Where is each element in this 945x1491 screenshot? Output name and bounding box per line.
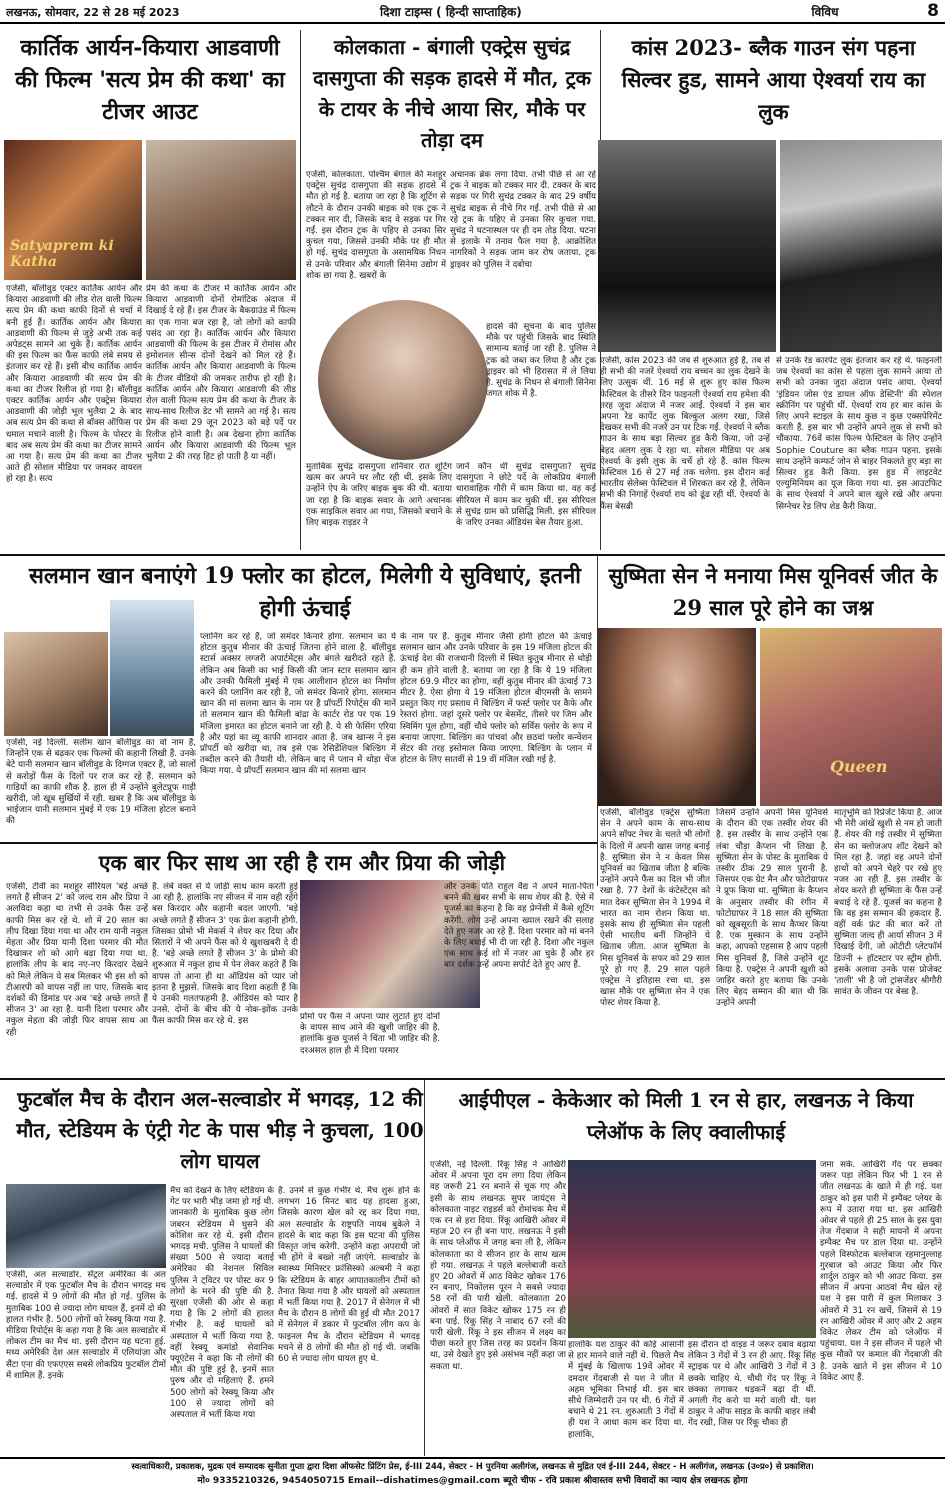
- football-stampede-photo: [6, 1184, 166, 1268]
- suchandra-body-bottom2: जानें कौन थीं सुचंद्र दासगुप्ता? सुचंद्र दासगुप्ता ने छोटे पर्दे के लोकप्रिय बंगाली धारावाहिक गौरी में काम किया था. वह कई सीरियल में काम कर चुकी थीं. इस सीरियल से सुचंद्र ग्राम को प्रसिद्धि मिली. इस सीरियल के जरिए उनका ऑडियंस बेस तैयार हुआ.: [456, 462, 596, 529]
- section-divider: [0, 842, 597, 844]
- ram-priya-body-col1: एजेंसी, टीवी का मशहूर सीरियल 'बड़े अच्छे लगते हैं सीजन 2' को जल्द राम और प्रिया ने अलविदा कहा था तभी से उनके फैंस उन्हें काफी मिस कर रहे थे. शो में 20 साल का लीप दिखा दिया गया था और राम यानी नकुल मेहता और प्रिया यानी दिशा परमार की मौत दिखाकर शो को आगे बढ़ा दिया गया था. हालांकि लीप के बाद नए-नए किरदार देखने को मिले लेकिन ये सब मिलकर भी इस शो को टीआरपी को वापस नहीं ला पाए. जिसके बाद दर्शकों की डिमांड पर अब 'बड़े अच्छे लगते हैं सीजन 3' आ रहा है. यानी दिशा परमार और नकुल मेहता की जोड़ी फिर वापस साथ आ रही: [6, 882, 148, 1038]
- salman-photo: [4, 632, 108, 736]
- ipl-players-photo: [568, 1160, 816, 1338]
- ram-priya-headline: एक बार फिर साथ आ रही है राम और प्रिया की जोड़ी: [98, 850, 506, 875]
- sushmita-headline: सुष्मिता सेन ने मनाया मिस यूनिवर्स जीत के 29 साल पूरे होने का जश्न: [608, 563, 938, 620]
- sushmita-body-col3: मातृभूमि को रिप्रेजेंट किया है. आज भी मेरी आंखें खुशी से नम हो जाती हैं. शेयर की गई तस्वीर में सुष्मिता सेन का क्लोजअप शॉट देखने को मिल रहा है. जहां वह अपने दोनों हाथों को अपने चेहरे पर रखे हुए नजर आ रही हैं. इस तस्वीर के शेयर करते ही सुष्मिता के फैंस उन्हें बधाई दे रहे हैं. यूजर्स का कहना है कि वह इस सम्मान की हकदार हैं. वहीं वर्क फ्रंट की बात करें तो सुष्मिता जल्द ही आर्या सीजन 3 में दिखाई देंगी, जो ओटीटी प्लेटफॉर्म डिज्नी + हॉटस्टार पर स्ट्रीम होगी. इसके अलावा उनके पास प्रोजेक्ट 'ताली' भी है जो ट्रांसजेंडर श्रीगौरी सावंत के जीवन पर बेस्ड है.: [834, 808, 942, 998]
- aishwarya-headline: कांस 2023- ब्लैक गाउन संग पहना सिल्वर हुड, सामने आया ऐश्वर्या राय का लुक: [621, 35, 926, 124]
- sushmita-sash-text: Queen: [830, 757, 888, 776]
- aishwarya-body-col1: एजेंसी, कांस 2023 की जब से शुरुआत हुई है, तब से ही सभी की नजरें ऐश्वर्या राय बच्चन का लुक देखने के लिए उत्सुक थीं. 16 मई से शुरू हुए कांस फिल्म फेस्टिवल के तीसरे दिन फाइनली ऐश्वर्या राय हमेशा की तरह जुदा अंदाज में नजर आईं. ऐश्वर्या ने इस बार अपना रेड कार्पेट लुक बिल्कुल अलग रखा, जिसे देखकर सभी की नजरें उन पर टिक गईं. ऐश्वर्या ने ब्लैक गाउन के साथ बड़ा सिल्वर हुड कैरी किया, जो उन्हें बेहद अलग लुक दे रहा था. सोशल मीडिया पर अब ऐश्वर्या के इसी लुक के चर्चे हो रहे हैं. कांस फिल्म फेस्टिवल 16 से 27 मई तक चलेगा. इस दौरान कई भारतीय सेलेब्स फेस्टिवल में शिरकत कर रहे हैं, लेकिन सभी की निगाहें ऐश्वर्या राय को ढूंढ रही थीं. ऐश्वर्या के फैंस बेसब्री: [600, 356, 770, 512]
- column-rule: [300, 30, 301, 550]
- sushmita-photo-crowning: [760, 628, 942, 806]
- kartik-still-image: [146, 140, 296, 280]
- section-name: विविध: [811, 5, 839, 19]
- imprint-line: स्वत्वाधिकारी, प्रकाशक, मुद्रक एवं सम्पादक सुनीता गुप्ता द्वारा दिशा ऑफसेट प्रिंटिंग प्रेस, ई-III 244, सेक्टर - H पुरनिया अलीगंज, लखनऊ से मुद्रित एवं ई-III 244, सेक्टर - H अलीगंज, लखनऊ (उ०प्र०) से प्रकाशित।: [131, 1461, 814, 1471]
- masthead: [0, 0, 945, 24]
- salman-body-col2: प्लानिंग कर रहे हैं, जो समंदर किनारे होगा. सलमान का ये होटल कुतुब मीनार की ऊंचाई जितना होने वाला है. बॉलीवुड स्टार्स अक्सर लग्जरी अपार्टमेंट्स और बंगले खरीदते रहते हैं. लेकिन अब किसी का भाई किसी की जान स्टार सलमान खान और उनकी फैमिली मुंबई में एक आलीशान होटल का निर्माण करने की प्लानिंग कर रही है, जो समंदर किनारे होगा. सलमान खान की मां सलमा खान के नाम पर है प्रॉपर्टी रिपोर्ट्स की मानें तो सलमान खान की फैमिली बांद्रा के कार्टर रोड पर एक 19 मंजिला इमारत का होटल बनाने जा रही है. ये सी फेसिंग एरिया है और यहां का व्यू काफी शानदार आता है. जब खान्स ने इस प्रॉपर्टी को खरीदा था, तब इसे एक रेसिडेंशियल बिल्डिंग में तब्दील करने की तैयारी थी. लेकिन बाद में प्लान में थोड़ा चेंज किया गया. ये प्रॉपर्टी सलमान खान की मां सलमा खान: [200, 632, 396, 777]
- kartik-headline: कार्तिक आर्यन-कियारा आडवाणी की फिल्म 'सत्य प्रेम की कथा' का टीजर आउट: [15, 35, 285, 125]
- aishwarya-photo-right: [780, 140, 942, 352]
- suchandra-photo: [318, 300, 488, 460]
- ram-priya-body-col2: है. लंबे वक्त से ये जोड़ी साथ काम करती हुई आ रही है. हालांकि नए सीजन में नाम वही रहेंगे बस किरदार और कहानी बदल जाएगी. 'बड़े अच्छे लगते हैं सीजन 3' एक फ्रेश कहानी होगी. जिसका प्रोमो भी मेकर्स ने शेयर कर दिया और सितारों ने भी अपने फैंस को ये खुशखबरी दे दी है. 'बड़े अच्छे लगते हैं सीजन 3' के प्रोमो की शुरुआत में नकुल हाथ में पेन लेकर कहते हैं कि वापस तो आना ही था ऑडियंस को प्यार जो इतना है मुझसे. जिसके बाद दिशा कहती हैं कि ये उनकी गलतफहमी है. ऑडियंस को प्यार है उनसे. दोनों के बीच की ये नोक-झोंक उनके फैंस काफी मिस कर रहे थे. इस: [152, 882, 298, 1027]
- ipl-body-col4: जमा सके. आखिरी गेंद पर छक्का जरूर पड़ा लेकिन फिर भी 1 रन से जीत लखनऊ के खाते में ही गई. यश ठाकुर को इस पारी में इम्पैक्ट प्लेयर के रूप में उतारा गया था. इस आखिरी ओवर से पहले ही 25 साल के इस युवा तेज गेंदबाज ने सही मायनों में अपना इम्पैक्ट मैच पर डाल दिया था. उन्होंने पहले विस्फोटक बल्लेबाज रहमानुल्लाह गुरबाज को आउट किया और फिर शार्दुल ठाकुर को भी आउट किया. इस सीजन में अपना आठवां मैच खेल रहे यश ने इस पारी में कुल मिलाकर 3 ओवरों में 31 रन खर्चे, जिसमें से 19 रन आखिरी ओवर में आए और 2 अहम विकेट लेकर टीम को प्लेऑफ में पहुंचाया. यश ने इस सीजन में पहले भी कुछ मौकों पर कमाल की गेंदबाजी की है. उनके खाते में इस सीजन में 10 विकेट आए हैं.: [820, 1160, 942, 1383]
- kartik-body-col1: एजेंसी, बॉलीवुड एक्टर कार्तिक आर्यन और कियारा आडवाणी की लीड रोल वाली फिल्म सत्य प्रेम की कथा काफी दिनों से चर्चा में बनी हुई हैं। कार्तिक आर्यन और कियारा आडवाणी की फिल्म से जुड़े अभी तक कई अपेडट्स सामने आ चुके हैं। कार्तिक आर्यन की इस फिल्म का फैंस काफी लंबे समय से इंतजार कर रहे हैं। इसी बीच कार्तिक आर्यन और कियारा आडवाणी की सत्य प्रेम की कथा का टीजर रिलीज हो गया है। बॉलीवुड एक्टर कार्तिक आर्यन और एक्ट्रेस कियारा आडवाणी की जोड़ी भूल भुलैया 2 के बाद अब सत्य प्रेम की कथा से बॉक्स ऑफिस पर धमाल मचाने वाली है। फिल्म के पोस्टर के बाद अब सत्य प्रेम की कथा का टीजर सामने आ गया है। सत्य प्रेम की कथा का टीजर आते ही सोशल मीडिया पर जमकर वायरल हो रहा है। सत्य: [6, 284, 142, 485]
- suchandra-headline: कोलकाता - बंगाली एक्ट्रेस सुचंद्र दासगुप्ता की सड़क हादसे में मौत, ट्रक के टायर के नीचे आया सिर, मौके पर तोड़ा दम: [312, 35, 592, 152]
- suchandra-body-col2b: हादसे की सूचना के बाद पुलिस मौके पर पहुंची जिसके बाद स्थिति सामान्य बताई जा रही है. पुलिस ने ट्रक को जब्त कर लिया है और ट्रक ड्राइवर को भी हिरासत में ले लिया है. सुचंद्र के निधन से बंगाली सिनेमा जगत शोक में है.: [486, 322, 596, 400]
- football-body-col1: एजेंसी, अल सल्वाडोर. सेंट्रल अमेरिका के अल सल्वाडोर में एक फुटबॉल मैच के दौरान भगदड़ मच गई. हादसे में 9 लोगों की मौत हो गई. पुलिस के मुताबिक 100 से ज्यादा लोग घायल हैं, इनमें दो की हालत गंभीर है. 500 लोगों को रेस्क्यू किया गया है. मीडिया रिपोर्ट्स के कहा गया है कि अल सल्वाडोर में लोकल टीम का मैच था. इसी दौरान यह घटना हुई. मध्य अमेरिकी देश अल सल्वाडोर में एलियांज़ा और सैंटा एना की एफएएस सबसे लोकप्रिय फुटबॉल टीमों में शामिल हैं. इनके: [6, 1270, 166, 1381]
- section-divider: [0, 554, 945, 556]
- column-rule: [424, 1080, 425, 1456]
- suchandra-body-col2: अचानक ब्रेक लगा दिया. तभी पीछे से आ रहे ट्रक ने बाइक को टक्कर मार दी. टक्कर के बाद सड़क पर गिरी सुचंद्र टक्कर के बाद 29 वर्षीय सुचंद्र बाइक से नीचे गिर गईं. तभी पीछे से आ रहे ट्रक के पहिए से उनका सिर कुचल गया. सुचंद्र ने घटनास्थल पर ही दम तोड़ दिया. घटना से इलाके में तनाव फैल गया है. आक्रोशित नागरिकों ने सड़क जाम कर रोष जताया. ट्रक ड्राइवर को पुलिस ने दबोचा: [450, 170, 596, 270]
- salman-body-col1: एजेंसी, नई दिल्ली. सलीम खान बॉलीवुड का वो नाम हैं, जिन्होंने एक से बढ़कर एक फिल्मों की कहानी लिखी हैं. उनके बेटे यानी सलमान खान बॉलीवुड के दिग्गज एक्टर हैं, जो सालों से करोड़ों फैंस के दिलों पर राज कर रहे हैं. सलमान को गाड़ियों का काफी शौक है. हाल ही में उन्होंने बुलेटप्रूफ गाड़ी खरीदी, जो खूब सुर्खियों में रही. खबर है कि अब बॉलीवुड के भाईजान यानी सलमान मुंबई में एक 19 मंजिला होटल बनाने की: [6, 738, 196, 827]
- salman-headline: सलमान खान बनाएंगे 19 फ्लोर का होटल, मिलेगी ये सुविधाएं, इतनी होगी ऊंचाई: [28, 563, 581, 622]
- ipl-body-col2: हालांकि यश ठाकुर की कोई आसानी से हार मानने वाले नहीं थे. पिछले मैच में मुंबई के खिलाफ 19वें ओवर में दमदार गेंदबाजी से यश ने जीत में अहम भूमिका निभाई थी. इस बार सीधे जिम्मेदारी उन पर थी. 6 गेंदों में बचाने थे 21 रन. शुरुआती 3 गेंदों में ही यश ने आधा काम कर दिया था. हालांकि,: [568, 1340, 684, 1440]
- paper-name: दिशा टाइम्स ( हिन्दी साप्ताहिक): [380, 5, 522, 19]
- contact-line: मो० 9335210326, 9454050715 Email--dishatimes@gmail.com ब्यूरो चीफ - रवि प्रकाश श्रीवास्तव सभी विवादों का न्याय क्षेत्र लखनऊ होगा: [197, 1476, 748, 1486]
- ram-priya-body-col3: प्रोमो पर फैंस ने अपना प्यार लुटाते हुए दोनों के वापस साथ आने की खुशी जाहिर की है. हालांकि कुछ यूजर्स ने चिंता भी जाहिर की है. दरअसल हाल ही में दिशा परमार: [300, 1012, 440, 1056]
- aishwarya-photo-left: [598, 140, 776, 352]
- page-number: 8: [927, 1, 939, 21]
- football-body-col3: है. उनमें से कुछ गंभीर थे. मैच शुरू होने के लगभग 16 मिनट बाद यह हादसा हुआ, जिसके कारण खेल को रद्द कर दिया गया. अल सल्वाडोर के राष्ट्रपति नायब बुकेले ने हादसे के बाद कहा कि इस घटना की पुलिस विस्तृत जांच करेगी. उन्होंने कहा अपराधी जो भी होंगे वे बख्शे नहीं जाएंगे. सल्वाडोर के स्वास्थ्य मिनिस्टर फ्रांसिस्को अल्बमी ने कहा कि स्टेडियम के बाहर आपातकालीन टीमों को तैनात किया गया है और घायलों को अस्पताल में भर्ती किया गया है. 2017 में सेनेगल में भी मैच के दौरान 8 लोगों की हुई थी मौत 2017 में सेनेगल में डकार में फुटबॉल लीग कप के फाइनल मैच के दौरान स्टेडियम में भगदड़ मचने से 8 लोगों की मौत हो गई थी. जबकि 60 से ज्यादा लोग घायल हुए थे.: [278, 1186, 420, 1365]
- ipl-body-col1: एजेंसी, नई दिल्ली. रिंकू सिंह ने आखिरी ओवर में अपना पूरा दम लगा दिया लेकिन वह जरूरी 21 रन बनाने से चूक गए और इसी के साथ लखनऊ सुपर जायंट्स ने कोलकाता नाइट राइडर्स को रोमांचक मैच में एक रन से हरा दिया. रिंकू आखिरी ओवर में महज 20 रन ही बना पाए. लखनऊ ने इसी के साथ प्लेऑफ में जगह बना ली है, लेकिन कोलकाता का ये सीजन हार के साथ खत्म हो गया. लखनऊ ने पहले बल्लेबाजी करते हुए 20 ओवरों में आठ विकेट खोकर 176 रन बनाए, निकोलस पूरन ने सबसे ज्यादा 58 रनों की पारी खेली. कोलकाता 20 ओवरों में सात विकेट खोकर 175 रन ही बना पाई. रिंकू सिंह ने नाबाद 67 रनों की पारी खेली. रिंकू ने इस सीजन में लक्ष्य का पीछा करते हुए जिस तरह का प्रदर्शन किया था, उसे देखते हुए इसे असंभव नहीं कहा जा सकता था.: [430, 1160, 566, 1372]
- ipl-headline: आईपीएल - केकेआर को मिली 1 रन से हार, लखनऊ ने किया प्लेऑफ के लिए क्वालीफाई: [458, 1088, 914, 1144]
- salman-body-col3: के नाम पर है. कुतुब मीनार जैसी होगी होटल की ऊंचाई सलमान खान और उनके परिवार के इस 19 मंजिला होटल की ऊंचाई देश की राजधानी दिल्ली में स्थित कुतुब मीनार से थोड़ी ही कम होने वाली है. बताया जा रहा है कि ये 19 मंजिला होटल 69.9 मीटर का होगा, वहीं कुतुब मीनार की ऊंचाई 73 मीटर है. ऐसा होगा ये 19 मंजिला होटल बीएमसी के सामने प्रस्तुत किए गए प्रस्ताव में बिल्डिंग में फर्स्ट फ्लोर पर कैफे और रेस्तरां होगा. जहां दूसरे फ्लोर पर बेसमेंट, तीसरे पर जिम और स्विमिंग पूल होगा, वहीं चौथे फ्लोर को सर्विस फ्लोर के रूप में बनाया जाएगा. बिल्डिंग का पांचवां और छठवां फ्लोर कन्वेंशन सेंटर की तरह इस्तेमाल किया जाएगा. बिल्डिंग के प्लान में होटल के लिए सातवीं से 19 वीं मंजिल रखी गई है.: [400, 632, 592, 766]
- aishwarya-body-col2: से उनके रेड कारपेट लुक इंतजार कर रहे थे. फाइनली जब ऐश्वर्या का कांस से पहला लुक सामने आया तो सभी को उनका जुदा अंदाज पसंद आया. ऐश्वर्या 'इंडियन जोस एंड डायल ऑफ डेस्टिनी' की स्पेशल स्क्रीनिंग पर पहुंची थीं. ऐश्वर्या राय हर बार कांस के लिए अपने स्टाइल के साथ कुछ न कुछ एक्सपेरिमेंट करती हैं. इस बार भी उन्होंने अपने लुक से सभी को चौंकाया. 76वें कांस फिल्म फेस्टिवल के लिए उन्होंने Sophie Couture का ब्लैक गाउन पहना. इसके साथ उन्होंने कम्फर्ट जोन से बाहर निकलते हुए बड़ा सा सिल्वर हुड कैरी किया. इस हुड में लाइटवेट एल्युमिनियम का यूज किया गया था. इस आउटफिट के साथ ऐश्वर्या ने अपने बाल खुले रखे और अपना सिग्नेचर रेड लिप शेड कैरी किया.: [776, 356, 942, 512]
- sushmita-body-col1: एजेंसी, बॉलीवुड एक्ट्रेस सुष्मिता सेन ने अपने काम के साथ-साथ अपने सॉफ्ट नेचर के चलते भी लोगों के दिलों में अपनी खास जगह बनाई है. सुष्मिता सेन ने न केवल मिस यूनिवर्स का खिताब जीता है बल्कि उन्होंने अपने फैंस का दिल भी जीत रखा है. 77 देशों के कंटेस्टेंट्स को मात देकर सुष्मिता सेन ने 1994 में भारत का नाम रोशन किया था. इसके साथ ही सुष्मिता सेन पहली ऐसी भारतीय बनीं जिन्होंने ये खिताब जीता. आज सुष्मिता के मिस यूनिवर्स के सफर को 29 साल पूरे हो गए हैं. 29 साल पहले एक्ट्रेस ने इतिहास रचा था. इस खास मौके पर सुष्मिता सेन ने एक पोस्ट शेयर किया है.: [600, 808, 710, 1009]
- dateline: लखनऊ, सोमवार, 22 से 28 मई 2023: [6, 6, 180, 19]
- kartik-poster-image: [4, 140, 142, 280]
- section-divider: [0, 1078, 945, 1080]
- suchandra-body-col1: एजेंसी, कोलकाता. पश्चिम बंगाल की मशहूर एक्ट्रेस सुचंद्र दासगुप्ता की सड़क हादसे में मौत हो गई है. बताया जा रहा है कि शूटिंग से लौटने के दौरान उनकी बाइक को एक ट्रक ने टक्कर मार दी, जिसके बाद वे सड़क पर गिर गईं. इस दौरान ट्रक के पहिए से उनका सिर कुचल गया, जिससे उनकी मौके पर ही मौत हो गई. सुचंद्र दासगुप्ता के असामयिक निधन से उनके परिवार और बंगाली सिनेमा उद्योग में शोक छा गया है. खबरों के: [306, 170, 446, 281]
- suchandra-body-bottom1: मुताबिक सुचंद्र दासगुप्ता शनिवार रात शूटिंग खत्म कर अपने घर लौट रही थीं. इसके लिए उन्होंने ऐप के जरिए बाइक बुक की थी. बताया जा रहा है कि बाइक सवार के आगे अचानक एक साइकिल सवार आ गया, जिसको बचाने के लिए बाइक राइडर ने: [306, 462, 452, 529]
- sushmita-body-col2: जिसमें उन्होंने अपनी मिस यूनिवर्स के दौरान की एक तस्वीर शेयर की है. इस तस्वीर के साथ उन्होंने एक लंबा चौड़ा कैप्शन भी लिखा है. सुष्मिता सेन के पोस्ट के मुताबिक ये तस्वीर ठीक 29 साल पुरानी है. जिसपर एक ग्रेट मैन और फोटोग्राफर ने प्रूफ किया था. सुष्मिता के कैप्शन के अनुसार तस्वीर की रंगीन में फोटोग्राफर ने 18 साल की सुष्मिता को खूबसूरती के साथ कैप्चर किया है. एक मुस्कान के साथ उन्होंने कहा, आपको एहसास है आप पहली मिस यूनिवर्स हैं, जिसे उन्होंने शूट किया है. एक्ट्रेस ने अपनी खुशी को जाहिर करते हुए बताया कि उनके लिए बेहद सम्मान की बात थी कि उन्होंने अपनी: [716, 808, 828, 1009]
- football-body-col2: मैच को देखने के लिए स्टेडियम के गेट पर भारी भीड़ जमा हो गई थी. जानकारी के मुताबिक कुछ लोग जबरन स्टेडियम में घुसने की कोशिश कर रहे थे. इसी दौरान भगदड़ मची. पुलिस ने घायलों की संख्या 500 से ज्यादा बताई अमेरिका की नेशनल सिविल पुलिस ने ट्विटर पर पोस्ट कर 9 लोगों के मरने की पुष्टि की है. सुरक्षा एजेंसी की ओर से कहा गया है कि 2 लोगों की हालत गंभीर है. कई घायलों को अस्पताल में भर्ती किया गया है. वहीं रेस्क्यू कमांडो सेवानिक फ्यूएंटेस ने कहा कि नौ लोगों की मौत की पुष्टि हुई है, इनमें सात पुरुष और दो महिलाएं हैं. हमने 500 लोगों को रेस्क्यू किया और 100 से ज्यादा लोगों को अस्पताल में भर्ती किया गया: [170, 1186, 274, 1421]
- imprint-footer: [0, 1457, 945, 1491]
- ipl-body-col3: इस दौरान दो वाइड ने जरूर दबाव बढ़ाया लेकिन 3 गेंदों में 3 रन ही आए. रिंकू सिंह स्ट्राइक पर थे और आखिरी 3 गेंदों में 3 छक्के चाहिए थे. चौथी गेंद पर रिंकू ने छक्का लगाकर धड़कनें बढ़ा दी थीं. अगली गेंद करो या मरो वाली थी. यश ठाकुर ने ऑफ साइड के काफी बाहर लंबी गेंद रखी, जिस पर रिंकू चौका ही: [688, 1340, 816, 1429]
- football-headline: फुटबॉल मैच के दौरान अल-सल्वाडोर में भगदड़, 12 की मौत, स्टेडियम के एंट्री गेट के पास भीड़ ने कुचला, 100 लोग घायल: [16, 1087, 424, 1173]
- ram-priya-body-col4: और उनके पति राहुल वैद्य ने अपने माता-पिता बनने की खबर सभी के साथ शेयर की है. ऐसे में यूजर्स का कहना है कि वह प्रेग्नेंसी में कैसे शूटिंग करेंगी. लोग उन्हें अपना ख्याल रखने की सलाह देते हुए नजर आ रहे हैं. दिशा परमार को मां बनने के लिए बधाई भी दी जा रही है. दिशा और नकुल एक साथ कई शो में नजर आ चुके हैं और हर बार दर्शक उन्हें अपना सपोर्ट देते हुए आए हैं.: [444, 882, 594, 971]
- kartik-poster-title: Satyaprem ki Katha: [10, 238, 114, 270]
- sushmita-photo-1994: [598, 628, 756, 806]
- hotel-building-photo: [110, 600, 194, 736]
- kartik-body-col2: प्रेम की कथा के टीजर में कार्तिक आर्यन और कियारा आडवाणी दोनों रोमांटिक अंदाज में दिखाई दे रहे हैं। इस टीजर के बैकग्राउंड में फिल्म का एक गाना बज रहा है, जो लोगों को काफी पसंद आ रहा है। कार्तिक आर्यन और कियारा आडवाणी की फिल्म के इस टीजर में रोमांस और इमोशनल सीन्स दोनों देखने को मिल रहे हैं। कार्तिक आर्यन और कियारा आडवाणी के फिल्म के टीजर वीडियो की जमकर तारीफ हो रही है। कार्तिक आर्यन और कियारा आडवाणी की लीड रोल वाली फिल्म सत्य प्रेम की कथा के टीजर के साथ-साथ रिलीज डेट भी सामने आ गई है। सत्य प्रेम की कथा 29 जून 2023 को बड़े पर्दे पर रिलीज होने वाली है। अब देखना होगा कार्तिक आर्यन और कियारा आडवाणी की फिल्म भूल भुलैया 2 की तरह हिट हो पाती है या नहीं।: [146, 284, 296, 463]
